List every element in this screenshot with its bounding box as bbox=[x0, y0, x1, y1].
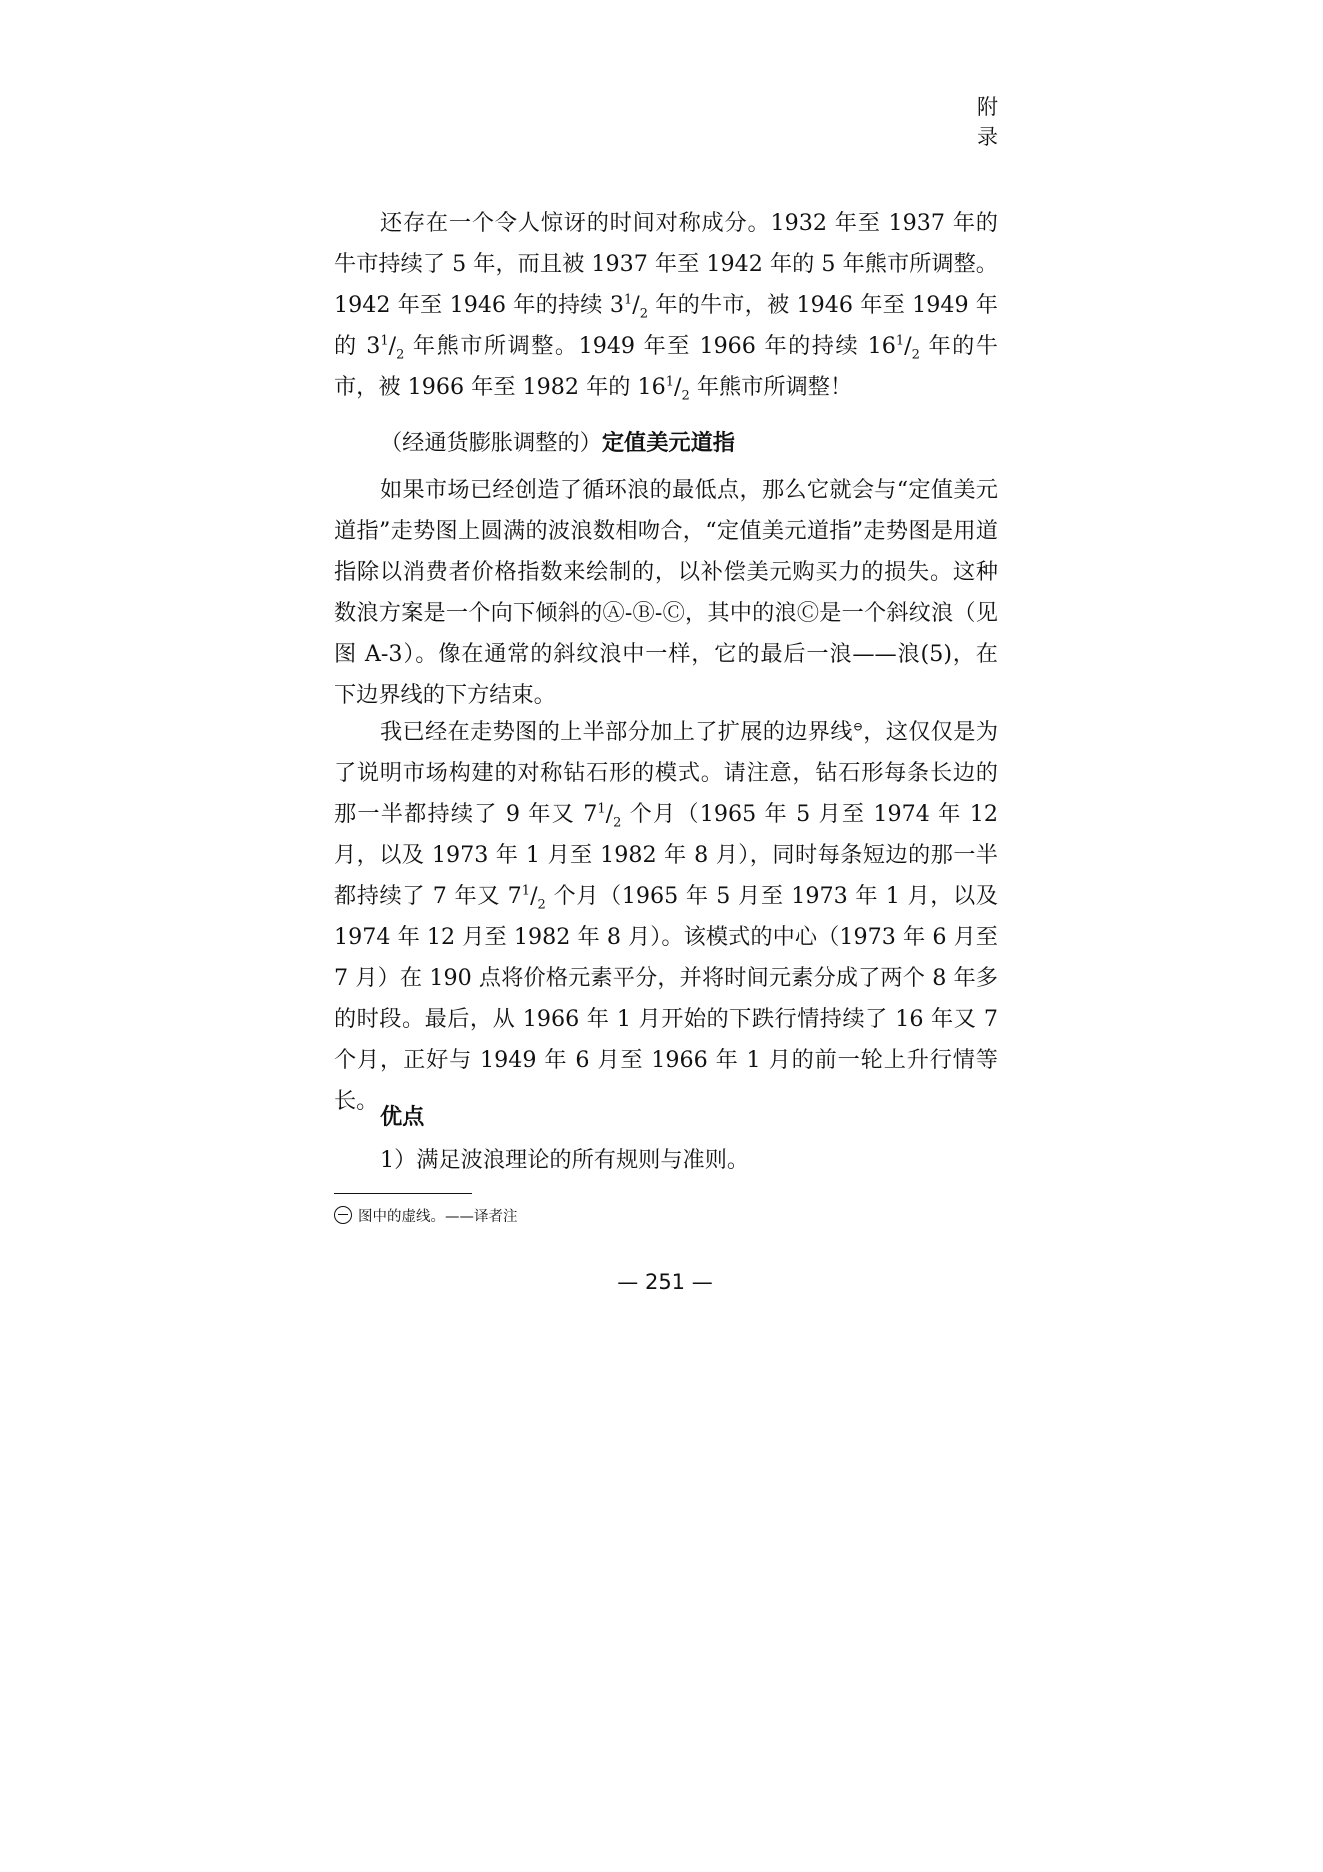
footnote-reference: ⊖ bbox=[852, 719, 863, 734]
section-heading-constant-dollar-dow: （经通货膨胀调整的）定值美元道指 bbox=[380, 430, 735, 456]
page-number: — 251 — bbox=[617, 1270, 713, 1294]
paragraph-constant-dollar-dow: 如果市场已经创造了循环浪的最低点，那么它就会与“定值美元道指”走势图上圆满的波浪数相吻合，“定值美元道指”走势图是用道指除以消费者价格指数来绘制的，以补偿美元购买力的损失。这种数浪方案是一个向下倾斜的Ⓐ-Ⓑ-Ⓒ，其中的浪Ⓒ是一个斜纹浪（见图 A-3）。像在通常的斜纹浪中一样，它的最后一浪——浪(5)，在下边界线的下方结束。 bbox=[334, 477, 998, 708]
section-heading-advantages: 优点 bbox=[380, 1104, 425, 1130]
list-item: 1）满足波浪理论的所有规则与准则。 bbox=[380, 1147, 750, 1173]
paragraph-time-symmetry: 还存在一个令人惊讶的时间对称成分。1932 年至 1937 年的牛市持续了 5 年，而且被 1937 年至 1942 年的 5 年熊市所调整。1942 年至 1946 年的持续 $3^1/_2$ 年的牛市，被 1946 年至 1949 年的 $3^1/_2$ 年熊市所调整。1949 年至 1966 年的持续 $16^1/_2$ 年的牛市，被 1966 年至 1982 年的 $16^1/_2$ 年熊市所调整！ bbox=[334, 210, 998, 404]
footnote-divider bbox=[334, 1193, 472, 1194]
paragraph-diamond-pattern: 我已经在走势图的上半部分加上了扩展的边界线⊖，这仅仅是为了说明市场构建的对称钻石形的模式。请注意，钻石形每条长边的那一半都持续了 9 年又 $7^1/_2$ 个月（1965 年 5 月至 1974 年 12 月，以及 1973 年 1 月至 1982 年 8 月），同时每条短边的那一半都持续了 7 年又 $7^1/_2$ 个月（1965 年 5 月至 1973 年 1 月，以及 1974 年 12 月至 1982 年 8 月）。该模式的中心（1973 年 6 月至 7 月）在 190 点将价格元素平分，并将时间元素分成了两个 8 年多的时段。最后，从 1966 年 1 月开始的下跌行情持续了 16 年又 7 个月，正好与 1949 年 6 月至 1966 年 1 月的前一轮上升行情等长。 bbox=[334, 719, 999, 1114]
footnote-marker-icon bbox=[334, 1206, 352, 1224]
footnote: 图中的虚线。——译者注 bbox=[334, 1205, 518, 1226]
running-header: 附录 bbox=[977, 95, 998, 149]
